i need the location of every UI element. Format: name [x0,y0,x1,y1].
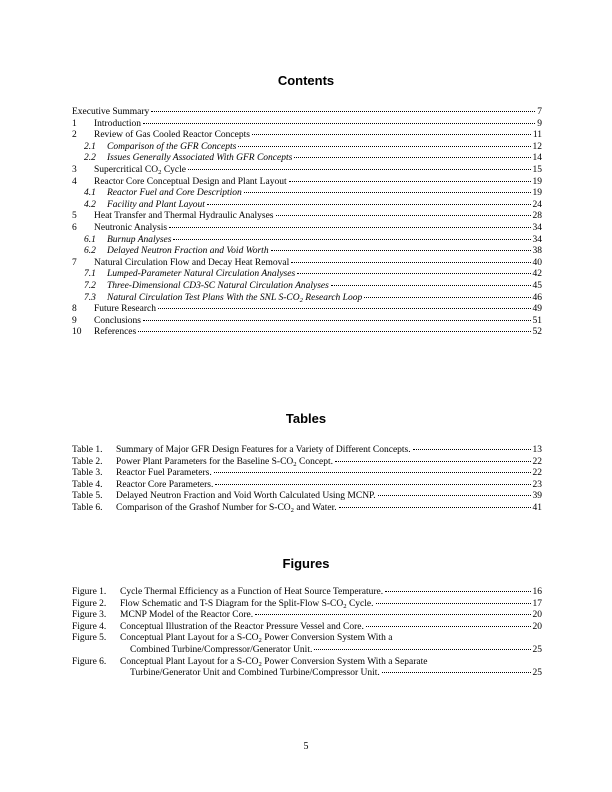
figures-list [72,587,542,680]
entry-page: 38 [532,246,542,257]
entry-title-subscript: 2 [343,602,347,610]
entry-title-text: Conceptual Plant Layout for a S-CO [120,633,259,644]
entry-title [94,130,250,142]
entry-page: 13 [532,445,542,455]
dot-leader [188,169,531,170]
toc-entry [72,200,542,212]
entry-title-subscript: 2 [290,506,294,514]
toc-entry [72,188,542,200]
entry-title-text: Review of Gas Cooled Reactor Concepts [94,130,250,141]
figure-entry [72,587,542,599]
dot-leader [244,192,531,193]
entry-title [116,480,213,492]
toc-entry [72,130,542,142]
toc-entry [72,211,542,223]
entry-page: 20 [532,610,542,621]
dot-leader [331,285,531,286]
entry-label: Figure 1. [72,587,107,597]
entry-number: 6.2 [84,246,96,257]
entry-title [120,622,364,634]
page-number: 5 [303,741,309,752]
toc-entry [72,223,542,235]
table-entry [72,445,542,457]
entry-title-text: Introduction [94,118,141,129]
entry-title [94,316,141,328]
toc-entry [72,142,542,154]
entry-label: Figure 5. [72,633,107,644]
entry-page: 28 [532,211,542,222]
dot-leader [314,649,530,650]
dot-leader [252,134,531,135]
table-entry [72,503,542,515]
toc-entry [72,153,542,165]
tables-heading: Tables [285,411,327,426]
entry-page: 16 [532,587,542,597]
entry-page: 7 [537,107,542,117]
entry-title-text: Burnup Analyses [107,234,172,245]
figure-entry-continuation [72,645,542,657]
entry-page: 22 [532,468,542,479]
figure-entry [72,622,542,634]
entry-number: 6 [72,222,77,233]
entry-title-text: Natural Circulation Test Plans With the SNL S-CO [107,292,300,303]
entry-title [107,142,236,154]
entry-label: Table 6. [72,502,103,513]
entry-title-text: Summary of Major GFR Design Features for a Variety of Different Concepts. [116,445,411,455]
entry-page: 25 [532,668,542,679]
dot-leader [385,591,530,592]
dot-leader [255,614,530,615]
entry-label: Table 5. [72,491,103,502]
toc-entry [72,293,542,305]
dot-leader [173,239,530,240]
entry-title-text: Natural Circulation Flow and Decay Heat Removal [94,257,290,268]
entry-title [116,491,376,503]
entry-number: 3 [72,164,77,175]
dot-leader [291,262,530,263]
dot-leader [335,461,530,462]
dot-leader [289,181,531,182]
entry-title-text: Comparison of the GFR Concepts [107,141,237,152]
entry-title-suffix: Research Loop [302,292,363,303]
entry-label: Figure 4. [72,621,107,632]
entry-page: 25 [532,644,542,655]
figure-entry [72,633,542,645]
figures-heading: Figures [282,556,330,571]
entry-title-suffix: and Water. [294,502,337,513]
entry-label: Table 4. [72,479,103,490]
entry-title-text: Delayed Neutron Fraction and Void Worth Calculated Using MCNP. [116,491,376,502]
entry-page: 12 [532,141,542,152]
entry-number: 7.3 [84,292,96,303]
entry-title-text: Conclusions [94,315,141,326]
entry-number: 4 [72,176,77,187]
figure-entry [72,657,542,669]
entry-title-text: Heat Transfer and Thermal Hydraulic Analyses [94,211,274,222]
entry-title [120,587,383,599]
entry-title [107,246,269,258]
toc-entry [72,177,542,189]
entry-title [116,468,212,480]
entry-page: 19 [532,188,542,199]
entry-page: 49 [532,304,542,315]
entry-title [107,153,292,165]
entry-title-suffix: Cycle [161,164,186,175]
entry-title-suffix: Cycle. [346,598,374,609]
dot-leader [169,227,530,228]
entry-title-text: Lumped-Parameter Natural Circulation Analyses [107,269,296,280]
toc-entry [72,258,542,270]
entry-page: 24 [532,199,542,210]
dot-leader [378,495,531,496]
entry-title-text: Delayed Neutron Fraction and Void Worth [107,246,269,257]
entry-title-text: Facility and Plant Layout [107,199,205,210]
entry-title-subscript: 2 [258,637,262,645]
entry-title-subscript: 2 [299,296,303,304]
entry-page: 23 [532,479,542,490]
entry-title-text: Reactor Core Parameters. [116,479,214,490]
entry-number: 9 [72,315,77,326]
entry-title [94,177,287,189]
dot-leader [276,215,531,216]
entry-number: 8 [72,304,77,315]
entry-title-subscript: 2 [258,660,262,668]
entry-title [94,327,136,339]
entry-title-text: Reactor Fuel and Core Description [107,188,242,199]
entry-title [120,610,253,622]
entry-title-subscript: 2 [158,168,162,176]
entry-title [107,188,242,200]
entry-page: 42 [532,269,542,280]
entry-title [116,503,337,515]
entry-title-suffix: Power Conversion System With a [261,633,393,644]
entry-label: Figure 2. [72,598,107,609]
entry-page: 52 [532,327,542,338]
figure-entry-continuation [72,668,542,680]
entry-title [94,119,141,131]
entry-title-text: Conceptual Illustration of the Reactor Pressure Vessel and Core. [120,621,364,632]
entry-number: 2 [72,130,77,141]
entry-label: Figure 6. [72,656,107,667]
entry-title-text: MCNP Model of the Reactor Core. [120,610,254,621]
entry-number: 4.2 [84,199,96,210]
toc-entry [72,107,542,119]
entry-title-text: Neutronic Analysis [94,222,168,233]
entry-title-text: Issues Generally Associated With GFR Concepts [107,153,293,164]
dot-leader [238,146,530,147]
entry-number: 10 [72,327,82,338]
toc-entry [72,119,542,131]
dot-leader [215,484,530,485]
contents-list [72,107,542,339]
entry-title-suffix: Concept. [296,456,334,467]
dot-leader [382,672,531,673]
entry-title [116,457,333,469]
entry-page: 45 [532,280,542,291]
contents-heading: Contents [277,73,335,88]
entry-label: Table 1. [72,445,103,455]
entry-number: 6.1 [84,234,96,245]
entry-label: Table 3. [72,468,103,479]
table-entry [72,480,542,492]
dot-leader [339,507,531,508]
entry-title-text: Flow Schematic and T-S Diagram for the Split-Flow S-CO [120,598,344,609]
entry-number: 1 [72,118,77,129]
dot-leader [271,250,531,251]
toc-entry [72,304,542,316]
entry-number: 7.2 [84,280,96,291]
entry-number: 7 [72,257,77,268]
entry-page: 20 [532,621,542,632]
dot-leader [138,331,530,332]
entry-page: 34 [532,222,542,233]
toc-entry [72,235,542,247]
entry-title [107,200,205,212]
entry-title [94,258,289,270]
entry-page: 15 [532,164,542,175]
entry-page: 39 [532,491,542,502]
entry-number: 5 [72,211,77,222]
dot-leader [143,320,531,321]
dot-leader [207,204,531,205]
figure-entry [72,599,542,611]
entry-title [120,633,392,645]
entry-title-continued: Turbine/Generator Unit and Combined Turbine/Compressor Unit. [130,668,380,679]
entry-title [72,107,149,119]
toc-entry [72,281,542,293]
toc-entry [72,269,542,281]
entry-number: 4.1 [84,188,96,199]
entry-page: 51 [532,315,542,326]
entry-page: 22 [532,456,542,467]
toc-entry [72,165,542,177]
entry-title-text: Cycle Thermal Efficiency as a Function of Heat Source Temperature. [120,587,384,597]
entry-number: 2.2 [84,153,96,164]
entry-page: 11 [532,130,542,141]
entry-page: 9 [537,118,542,129]
entry-title [94,223,167,235]
toc-entry [72,246,542,258]
entry-title-text: Conceptual Plant Layout for a S-CO [120,656,259,667]
dot-leader [151,111,535,112]
entry-title-text: Reactor Core Conceptual Design and Plant Layout [94,176,287,187]
dot-leader [143,123,535,124]
entry-title [120,657,428,669]
entry-title-suffix: Power Conversion System With a Separate [261,656,428,667]
entry-title-text: Future Research [94,304,156,315]
entry-number: 7.1 [84,269,96,280]
entry-page: 40 [532,257,542,268]
entry-title-text: Reactor Fuel Parameters. [116,468,212,479]
entry-label: Table 2. [72,456,103,467]
dot-leader [376,603,531,604]
entry-title [94,165,186,177]
entry-page: 17 [532,598,542,609]
entry-label: Figure 3. [72,610,107,621]
table-entry [72,457,542,469]
dot-leader [297,273,530,274]
dot-leader [366,626,531,627]
entry-title [107,293,362,305]
entry-title-text: Supercritical CO [94,164,159,175]
entry-title-text: Three-Dimensional CD3-SC Natural Circulation Analyses [107,280,329,291]
table-entry [72,491,542,503]
entry-title-text: Comparison of the Grashof Number for S-CO [116,502,291,513]
entry-page: 14 [532,153,542,164]
entry-number: 2.1 [84,141,96,152]
entry-title [107,235,171,247]
figure-entry [72,610,542,622]
dot-leader [214,472,531,473]
entry-title-continued: Combined Turbine/Compressor/Generator Unit. [130,644,313,655]
entry-title [107,281,329,293]
table-entry [72,468,542,480]
entry-page: 19 [532,176,542,187]
entry-page: 41 [532,502,542,513]
entry-title-subscript: 2 [293,460,297,468]
entry-title [107,269,295,281]
entry-title [116,445,411,457]
entry-title [94,211,274,223]
dot-leader [158,308,531,309]
entry-title-text: Power Plant Parameters for the Baseline S-CO [116,456,294,467]
entry-page: 34 [532,234,542,245]
tables-list [72,445,542,515]
dot-leader [294,157,530,158]
entry-title-text: Executive Summary [72,107,150,117]
entry-title [94,304,156,316]
toc-entry [72,327,542,339]
entry-title [120,599,374,611]
dot-leader [364,297,530,298]
entry-title-text: References [94,327,137,338]
entry-page: 46 [532,292,542,303]
dot-leader [413,449,531,450]
toc-entry [72,316,542,328]
